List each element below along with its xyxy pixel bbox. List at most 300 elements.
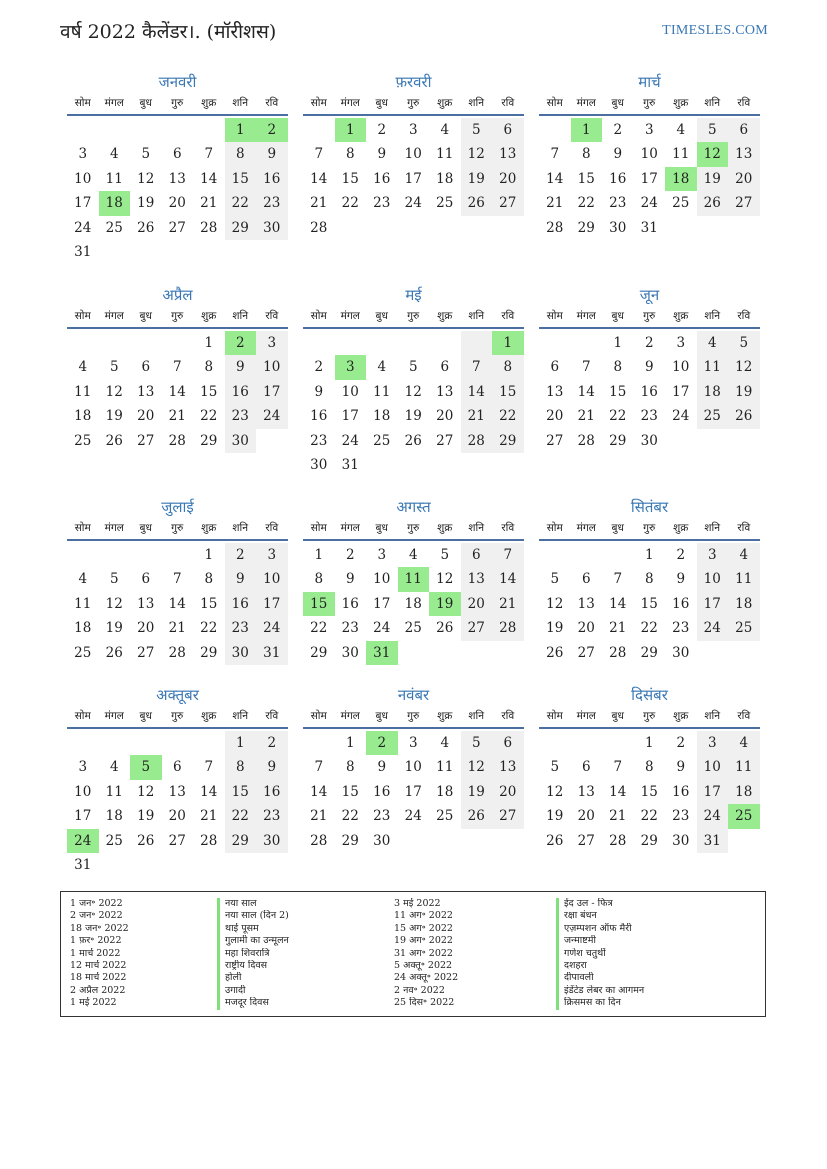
empty-day-cell xyxy=(571,543,603,567)
day-cell: 2 xyxy=(676,547,686,563)
day-cell: 9 xyxy=(314,383,324,400)
weekday-label: शुक्र xyxy=(437,710,453,722)
day-cell: 23 xyxy=(373,195,391,212)
day-cell: 20 xyxy=(728,167,760,191)
day-cell: 15 xyxy=(200,595,218,612)
weekday-label: सोम xyxy=(74,97,91,109)
day-cell: 29 xyxy=(577,219,595,236)
day-cell: 30 xyxy=(256,216,288,240)
day-cell: 16 xyxy=(341,595,359,612)
empty-day-cell xyxy=(99,543,131,567)
day-cell: 6 xyxy=(728,118,760,142)
day-cell: 10 xyxy=(697,755,729,779)
weekday-label: सोम xyxy=(310,710,327,722)
weekday-label: बुध xyxy=(611,97,624,109)
weekday-label: शनि xyxy=(704,522,721,534)
day-cell: 22 xyxy=(225,804,257,828)
day-cell: 21 xyxy=(168,408,186,425)
weekday-label: रवि xyxy=(265,310,279,322)
weekday-label: सोम xyxy=(546,522,563,534)
day-cell: 31 xyxy=(74,243,92,260)
day-cell: 15 xyxy=(577,170,595,187)
weekday-label: शुक्र xyxy=(673,522,689,534)
day-cell: 7 xyxy=(172,359,182,376)
day-cell: 3 xyxy=(78,146,88,163)
day-cell: 24 xyxy=(697,616,729,640)
holiday-day-cell: 18 xyxy=(99,191,131,215)
day-cell: 6 xyxy=(492,731,524,755)
day-cell: 5 xyxy=(408,359,418,376)
holiday-name: थाई पूसम xyxy=(225,922,259,934)
day-cell: 12 xyxy=(137,783,155,800)
day-cell: 8 xyxy=(644,571,654,588)
day-cell: 2 xyxy=(225,543,257,567)
day-cell: 16 xyxy=(609,170,627,187)
weekday-label: शनि xyxy=(704,310,721,322)
day-cell: 27 xyxy=(492,804,524,828)
day-cell: 25 xyxy=(697,404,729,428)
day-cell: 11 xyxy=(74,383,92,400)
holiday-name: राष्ट्रीय दिवस xyxy=(225,959,268,971)
month-block xyxy=(303,683,524,853)
day-cell: 9 xyxy=(256,142,288,166)
weekday-label: बुध xyxy=(139,97,152,109)
day-cell: 16 xyxy=(672,783,690,800)
day-cell: 27 xyxy=(137,644,155,661)
holiday-name: नया साल xyxy=(225,898,257,909)
day-cell: 7 xyxy=(613,759,623,776)
day-cell: 12 xyxy=(461,755,493,779)
day-cell: 25 xyxy=(728,616,760,640)
day-cell: 25 xyxy=(105,219,123,236)
day-cell: 8 xyxy=(492,355,524,379)
day-cell: 12 xyxy=(546,783,564,800)
day-cell: 19 xyxy=(461,780,493,804)
day-cell: 23 xyxy=(672,808,690,825)
day-cell: 29 xyxy=(640,644,658,661)
empty-day-cell xyxy=(162,731,194,755)
day-cell: 10 xyxy=(74,170,92,187)
day-cell: 20 xyxy=(168,808,186,825)
weekday-label: रवि xyxy=(501,710,515,722)
holiday-day-cell: 2 xyxy=(256,118,288,142)
day-cell: 29 xyxy=(341,832,359,849)
day-cell: 26 xyxy=(546,832,564,849)
day-cell: 1 xyxy=(345,735,355,751)
holiday-date: 1 जन॰ 2022 xyxy=(70,898,123,909)
weekday-label: शनि xyxy=(468,97,485,109)
day-cell: 21 xyxy=(310,808,328,825)
holiday-date: 1 मई 2022 xyxy=(70,997,117,1009)
weekday-label: शुक्र xyxy=(673,710,689,722)
day-cell: 24 xyxy=(373,620,391,637)
month-block xyxy=(539,495,760,665)
empty-day-cell xyxy=(193,118,225,142)
weekday-label: गुरु xyxy=(643,310,656,322)
holiday-name: रक्षा बंधन xyxy=(564,910,597,922)
day-cell: 22 xyxy=(640,808,658,825)
day-cell: 31 xyxy=(74,856,92,873)
holiday-day-cell: 3 xyxy=(335,355,367,379)
holiday-name: दीपावली xyxy=(564,972,594,984)
day-cell: 17 xyxy=(256,592,288,616)
day-cell: 19 xyxy=(404,408,422,425)
day-cell: 1 xyxy=(204,547,214,563)
day-cell: 13 xyxy=(728,142,760,166)
empty-day-cell xyxy=(67,543,99,567)
weekday-label: बुध xyxy=(139,310,152,322)
day-cell: 28 xyxy=(310,219,328,236)
day-cell: 9 xyxy=(644,359,654,376)
day-cell: 3 xyxy=(256,543,288,567)
day-cell: 23 xyxy=(256,804,288,828)
day-cell: 4 xyxy=(728,731,760,755)
day-cell: 14 xyxy=(310,170,328,187)
day-cell: 29 xyxy=(225,216,257,240)
weekday-label: रवि xyxy=(501,97,515,109)
day-cell: 18 xyxy=(404,595,422,612)
day-cell: 1 xyxy=(644,735,654,751)
month-block xyxy=(67,70,288,264)
day-cell: 19 xyxy=(105,408,123,425)
day-cell: 13 xyxy=(137,595,155,612)
day-cell: 11 xyxy=(697,355,729,379)
day-cell: 20 xyxy=(436,408,454,425)
day-cell: 20 xyxy=(492,167,524,191)
empty-day-cell xyxy=(130,731,162,755)
month-name: अगस्त xyxy=(396,498,431,516)
weekday-label: मंगल xyxy=(576,522,596,534)
day-cell: 22 xyxy=(200,620,218,637)
holiday-date: 15 अग॰ 2022 xyxy=(394,922,453,934)
day-cell: 24 xyxy=(341,432,359,449)
weekday-label: शनि xyxy=(232,522,249,534)
day-cell: 26 xyxy=(137,832,155,849)
month-name: अक्तूबर xyxy=(156,686,199,704)
day-cell: 9 xyxy=(256,755,288,779)
weekday-label: मंगल xyxy=(104,310,124,322)
day-cell: 20 xyxy=(461,592,493,616)
day-cell: 27 xyxy=(577,832,595,849)
weekday-label: रवि xyxy=(501,522,515,534)
day-cell: 10 xyxy=(404,146,422,163)
day-cell: 30 xyxy=(672,832,690,849)
weekday-label: शनि xyxy=(232,310,249,322)
weekday-label: रवि xyxy=(265,710,279,722)
weekday-label: मंगल xyxy=(104,522,124,534)
weekday-label: सोम xyxy=(74,522,91,534)
month-block xyxy=(303,70,524,240)
day-cell: 4 xyxy=(440,735,450,751)
day-cell: 23 xyxy=(225,404,257,428)
weekday-label: रवि xyxy=(737,710,751,722)
day-cell: 26 xyxy=(137,219,155,236)
day-cell: 9 xyxy=(377,146,387,163)
empty-day-cell xyxy=(398,331,430,355)
weekday-label: सोम xyxy=(310,310,327,322)
weekday-label: मंगल xyxy=(340,710,360,722)
day-cell: 15 xyxy=(341,783,359,800)
day-cell: 15 xyxy=(640,595,658,612)
weekday-label: मंगल xyxy=(576,310,596,322)
holiday-day-cell: 18 xyxy=(665,167,697,191)
empty-day-cell xyxy=(366,331,398,355)
day-cell: 11 xyxy=(373,383,391,400)
day-cell: 17 xyxy=(373,595,391,612)
day-grid xyxy=(67,331,288,453)
day-cell: 28 xyxy=(546,219,564,236)
weekday-label: सोम xyxy=(310,97,327,109)
day-cell: 5 xyxy=(728,331,760,355)
holiday-name: गुलामी का उन्मूलन xyxy=(225,935,289,947)
day-cell: 18 xyxy=(74,620,92,637)
day-cell: 14 xyxy=(609,783,627,800)
day-cell: 13 xyxy=(492,755,524,779)
day-cell: 21 xyxy=(609,620,627,637)
empty-day-cell xyxy=(162,331,194,355)
empty-day-cell xyxy=(303,331,335,355)
day-cell: 5 xyxy=(550,571,560,588)
day-cell: 11 xyxy=(728,755,760,779)
holiday-name: गणेश चतुर्थी xyxy=(564,947,606,959)
weekday-label: गुरु xyxy=(171,710,184,722)
day-cell: 26 xyxy=(436,620,454,637)
site-brand-link[interactable]: TIMESLES.COM xyxy=(662,23,768,38)
holiday-date: 2 अप्रैल 2022 xyxy=(70,984,126,996)
day-cell: 18 xyxy=(74,408,92,425)
day-cell: 26 xyxy=(105,432,123,449)
day-cell: 18 xyxy=(728,592,760,616)
day-cell: 2 xyxy=(644,335,654,351)
day-cell: 26 xyxy=(728,404,760,428)
empty-day-cell xyxy=(571,731,603,755)
day-cell: 30 xyxy=(640,432,658,449)
weekday-header xyxy=(303,307,524,329)
day-grid xyxy=(303,118,524,240)
weekday-label: शुक्र xyxy=(673,97,689,109)
day-cell: 19 xyxy=(728,380,760,404)
day-cell: 17 xyxy=(74,808,92,825)
day-cell: 23 xyxy=(310,432,328,449)
day-cell: 3 xyxy=(644,122,654,138)
day-cell: 23 xyxy=(256,191,288,215)
day-cell: 29 xyxy=(310,644,328,661)
holiday-name: दशहरा xyxy=(564,959,587,971)
day-cell: 14 xyxy=(168,595,186,612)
day-cell: 21 xyxy=(609,808,627,825)
holiday-day-cell: 25 xyxy=(728,804,760,828)
weekday-label: शनि xyxy=(704,97,721,109)
day-cell: 31 xyxy=(256,641,288,665)
day-cell: 13 xyxy=(577,595,595,612)
day-cell: 18 xyxy=(105,808,123,825)
day-cell: 22 xyxy=(200,408,218,425)
day-cell: 27 xyxy=(137,432,155,449)
day-cell: 5 xyxy=(697,118,729,142)
day-cell: 25 xyxy=(74,432,92,449)
day-cell: 2 xyxy=(256,731,288,755)
weekday-label: गुरु xyxy=(643,97,656,109)
day-cell: 30 xyxy=(373,832,391,849)
day-cell: 22 xyxy=(577,195,595,212)
day-cell: 14 xyxy=(492,567,524,591)
weekday-label: रवि xyxy=(265,522,279,534)
day-cell: 14 xyxy=(200,783,218,800)
day-cell: 20 xyxy=(577,808,595,825)
day-cell: 4 xyxy=(377,359,387,376)
month-block xyxy=(303,495,524,665)
day-cell: 4 xyxy=(440,122,450,138)
day-cell: 12 xyxy=(436,571,454,588)
month-name: नवंबर xyxy=(397,686,430,704)
weekday-label: सोम xyxy=(546,310,563,322)
day-cell: 25 xyxy=(74,644,92,661)
weekday-label: मंगल xyxy=(340,97,360,109)
day-cell: 10 xyxy=(74,783,92,800)
day-cell: 4 xyxy=(728,543,760,567)
month-block xyxy=(67,683,288,877)
day-cell: 12 xyxy=(728,355,760,379)
day-cell: 6 xyxy=(581,571,591,588)
weekday-label: रवि xyxy=(265,97,279,109)
empty-day-cell xyxy=(303,731,335,755)
weekday-header xyxy=(539,307,760,329)
holiday-day-cell: 1 xyxy=(335,118,367,142)
day-cell: 7 xyxy=(550,146,560,163)
day-cell: 6 xyxy=(550,359,560,376)
month-block xyxy=(539,683,760,853)
day-cell: 29 xyxy=(609,432,627,449)
weekday-label: शनि xyxy=(468,310,485,322)
day-cell: 28 xyxy=(200,832,218,849)
day-cell: 28 xyxy=(609,644,627,661)
day-cell: 8 xyxy=(225,142,257,166)
day-cell: 23 xyxy=(225,616,257,640)
day-cell: 30 xyxy=(256,829,288,853)
day-cell: 16 xyxy=(640,383,658,400)
empty-day-cell xyxy=(99,118,131,142)
weekday-label: मंगल xyxy=(576,710,596,722)
day-cell: 13 xyxy=(168,783,186,800)
day-cell: 17 xyxy=(640,170,658,187)
empty-day-cell xyxy=(162,543,194,567)
day-cell: 1 xyxy=(644,547,654,563)
day-cell: 22 xyxy=(640,620,658,637)
day-cell: 8 xyxy=(314,571,324,588)
month-name: दिसंबर xyxy=(631,686,668,704)
day-cell: 19 xyxy=(461,167,493,191)
holiday-day-cell: 1 xyxy=(225,118,257,142)
weekday-header xyxy=(539,707,760,729)
weekday-label: गुरु xyxy=(171,522,184,534)
day-cell: 23 xyxy=(640,408,658,425)
weekday-label: शुक्र xyxy=(201,97,217,109)
holiday-day-cell: 11 xyxy=(398,567,430,591)
day-grid xyxy=(539,543,760,665)
day-cell: 21 xyxy=(492,592,524,616)
empty-day-cell xyxy=(193,731,225,755)
day-cell: 29 xyxy=(492,429,524,453)
day-cell: 19 xyxy=(546,808,564,825)
weekday-label: गुरु xyxy=(407,710,420,722)
day-cell: 14 xyxy=(609,595,627,612)
weekday-label: गुरु xyxy=(407,310,420,322)
day-grid xyxy=(539,331,760,453)
day-cell: 25 xyxy=(436,808,454,825)
month-name: फ़रवरी xyxy=(395,73,432,91)
day-cell: 2 xyxy=(345,547,355,563)
holiday-day-cell: 15 xyxy=(303,592,335,616)
weekday-header xyxy=(539,94,760,116)
day-cell: 16 xyxy=(225,380,257,404)
day-cell: 13 xyxy=(137,383,155,400)
day-cell: 30 xyxy=(609,219,627,236)
day-cell: 5 xyxy=(109,359,119,376)
day-cell: 3 xyxy=(78,759,88,776)
day-cell: 5 xyxy=(141,146,151,163)
month-block xyxy=(539,283,760,453)
empty-day-cell xyxy=(67,331,99,355)
weekday-label: मंगल xyxy=(340,522,360,534)
day-cell: 9 xyxy=(613,146,623,163)
day-cell: 26 xyxy=(546,644,564,661)
day-cell: 22 xyxy=(492,404,524,428)
day-cell: 6 xyxy=(141,359,151,376)
weekday-label: रवि xyxy=(501,310,515,322)
page-title: वर्ष 2022 कैलेंडर।. (मॉरीशस) xyxy=(60,21,277,43)
day-cell: 3 xyxy=(256,331,288,355)
empty-day-cell xyxy=(602,731,634,755)
day-cell: 10 xyxy=(640,146,658,163)
weekday-label: शनि xyxy=(232,97,249,109)
holiday-name: जन्माष्टमी xyxy=(564,935,596,947)
day-cell: 21 xyxy=(577,408,595,425)
day-cell: 27 xyxy=(436,432,454,449)
holiday-day-cell: 1 xyxy=(492,331,524,355)
holiday-day-cell: 24 xyxy=(67,829,99,853)
day-cell: 7 xyxy=(581,359,591,376)
day-cell: 18 xyxy=(436,783,454,800)
month-name: सितंबर xyxy=(630,498,669,516)
day-cell: 9 xyxy=(345,571,355,588)
day-cell: 20 xyxy=(168,195,186,212)
holiday-day-cell: 1 xyxy=(571,118,603,142)
day-cell: 26 xyxy=(105,644,123,661)
weekday-header xyxy=(67,94,288,116)
weekday-label: मंगल xyxy=(104,97,124,109)
day-cell: 20 xyxy=(492,780,524,804)
holiday-name: होली xyxy=(225,972,242,984)
holiday-date: 18 मार्च 2022 xyxy=(70,972,127,984)
weekday-header xyxy=(303,707,524,729)
weekday-label: शुक्र xyxy=(437,310,453,322)
day-cell: 4 xyxy=(697,331,729,355)
day-cell: 5 xyxy=(109,571,119,588)
empty-day-cell xyxy=(67,731,99,755)
weekday-label: बुध xyxy=(375,710,388,722)
day-cell: 21 xyxy=(200,195,218,212)
day-cell: 25 xyxy=(373,432,391,449)
day-cell: 30 xyxy=(225,641,257,665)
weekday-label: गुरु xyxy=(407,522,420,534)
day-cell: 19 xyxy=(546,620,564,637)
day-cell: 9 xyxy=(676,571,686,588)
day-cell: 8 xyxy=(204,571,214,588)
day-cell: 5 xyxy=(461,731,493,755)
day-cell: 24 xyxy=(640,195,658,212)
empty-day-cell xyxy=(130,543,162,567)
holiday-date: 18 जन॰ 2022 xyxy=(70,922,129,934)
